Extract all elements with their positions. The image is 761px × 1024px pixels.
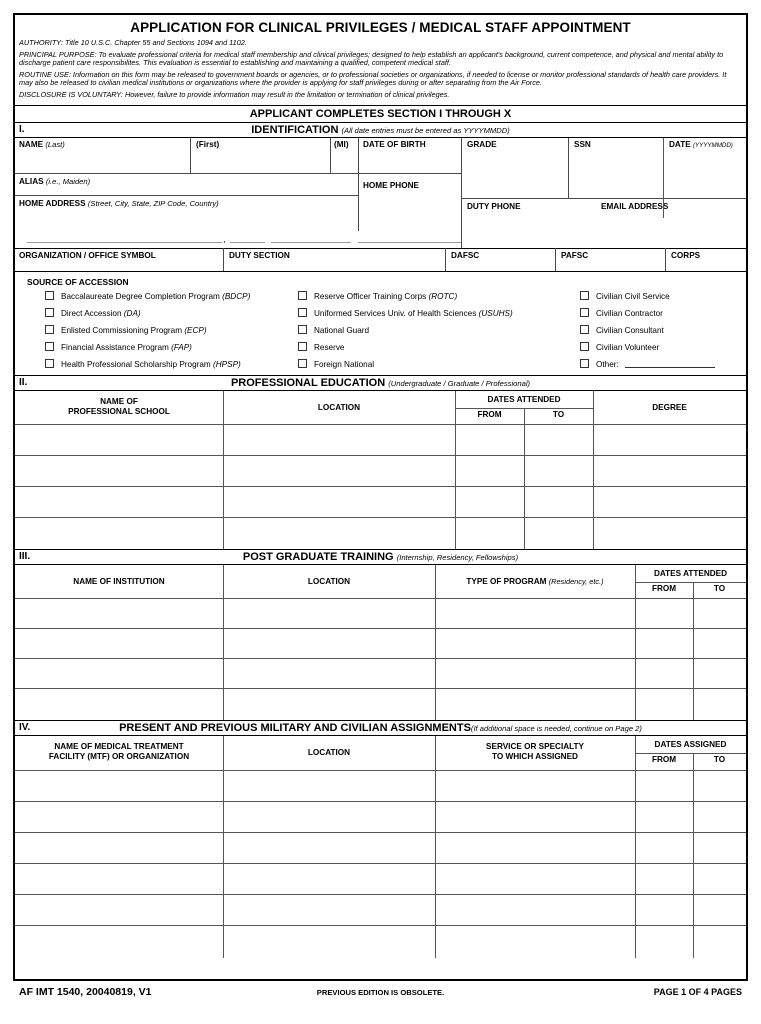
asg-row-line-2 xyxy=(15,832,746,833)
accession-option-abbr: (BDCP) xyxy=(219,291,251,301)
accession-option-3-2[interactable] xyxy=(580,308,663,318)
checkbox-icon[interactable] xyxy=(580,359,589,368)
col-header-degree: DEGREE xyxy=(652,402,687,412)
accession-option-1-1[interactable] xyxy=(45,291,250,301)
col-header-service-specialty: SERVICE OR SPECIALTY TO WHICH ASSIGNED xyxy=(486,741,584,761)
checkbox-icon[interactable] xyxy=(45,291,54,300)
section-ii-title: PROFESSIONAL EDUCATION (Undergraduate / Graduate / Professional) xyxy=(230,376,531,389)
asg-col-div-4 xyxy=(693,753,694,958)
col-header-program-type: TYPE OF PROGRAM (Residency, etc.) xyxy=(466,576,604,586)
checkbox-icon[interactable] xyxy=(298,291,307,300)
col-header-mtf: NAME OF MEDICAL TREATMENT FACILITY (MTF) OR ORGANIZATION xyxy=(48,741,190,761)
accession-option-1-5[interactable] xyxy=(45,359,241,369)
section-i-subtitle: (All date entries must be entered as YYYYMMDD) xyxy=(341,125,510,135)
address-guide-line-2 xyxy=(230,242,265,243)
section-ii-subtitle: (Undergraduate / Graduate / Professional) xyxy=(388,378,531,388)
address-comma: , xyxy=(223,233,226,244)
section-i-title: IDENTIFICATION (All date entries must be entered as YYYYMMDD) xyxy=(251,123,510,136)
row-line-1 xyxy=(15,455,746,456)
accession-option-label: Direct Accession xyxy=(61,308,122,318)
page-number: PAGE 1 OF 4 PAGES xyxy=(653,987,742,997)
section-i-number: I. xyxy=(19,123,25,135)
field-organization[interactable]: ORGANIZATION / OFFICE SYMBOL xyxy=(19,250,156,260)
section-iv-number: IV. xyxy=(19,721,31,733)
pg-col-div-2 xyxy=(435,565,436,720)
col-header-location: LOCATION xyxy=(317,402,361,412)
section-iii-header xyxy=(15,550,746,565)
other-accession-input[interactable] xyxy=(625,359,715,368)
field-pafsc[interactable]: PAFSC xyxy=(555,248,665,271)
identification-grid xyxy=(15,138,746,272)
accession-option-label: Baccalaureate Degree Completion Program xyxy=(61,291,220,301)
field-name-last[interactable]: NAME (Last) xyxy=(19,139,65,149)
checkbox-icon[interactable] xyxy=(580,291,589,300)
col-div-1 xyxy=(223,391,224,549)
checkbox-icon[interactable] xyxy=(45,359,54,368)
form-footer xyxy=(13,984,748,1006)
section-iv-header xyxy=(15,721,746,736)
accession-option-label: Reserve Officer Training Corps xyxy=(314,291,427,301)
pg-row-line-1 xyxy=(15,628,746,629)
accession-option-2-1[interactable] xyxy=(298,291,457,301)
section-iv-title: PRESENT AND PREVIOUS MILITARY AND CIVILIAN ASSIGNMENTS(If additional space is needed, continue on Page 2) xyxy=(119,721,642,734)
accession-option-1-4[interactable] xyxy=(45,342,192,352)
field-email-address[interactable]: EMAIL ADDRESS xyxy=(591,198,746,248)
pg-row-line-3 xyxy=(15,688,746,689)
checkbox-icon[interactable] xyxy=(298,359,307,368)
field-home-address[interactable]: HOME ADDRESS (Street, City, State, ZIP Code, Country) xyxy=(15,195,358,248)
field-duty-phone[interactable]: DUTY PHONE xyxy=(461,198,591,248)
accession-option-2-3[interactable] xyxy=(298,325,369,335)
accession-option-abbr: (ECP) xyxy=(182,325,207,335)
asg-row-line-5 xyxy=(15,925,746,926)
address-guide-line-4 xyxy=(358,242,461,243)
form-border xyxy=(13,13,748,981)
authority-text: AUTHORITY: Title 10 U.S.C. Chapter 55 and Sections 1094 and 1102. xyxy=(19,38,247,47)
section-iii-subtitle: (Internship, Residency, Fellowships) xyxy=(396,552,519,562)
col-div-4 xyxy=(593,391,594,549)
col-header-to: TO xyxy=(552,409,565,419)
field-corps[interactable]: CORPS xyxy=(665,248,746,271)
assignments-table xyxy=(15,736,746,958)
col-header-school: NAME OF PROFESSIONAL SCHOOL xyxy=(68,396,170,416)
col-header-pg-to: TO xyxy=(713,583,726,593)
asg-row-line-1 xyxy=(15,801,746,802)
accession-option-abbr: (FAP) xyxy=(168,342,192,352)
checkbox-icon[interactable] xyxy=(580,342,589,351)
field-ssn[interactable]: SSN xyxy=(568,138,663,198)
accession-option-label: Health Professional Scholarship Program xyxy=(61,359,211,369)
checkbox-icon[interactable] xyxy=(45,308,54,317)
date-cell-divider xyxy=(663,138,664,218)
col-header-dates-attended: DATES ATTENDED xyxy=(487,394,561,404)
col-header-pg-from: FROM xyxy=(651,583,677,593)
field-duty-section[interactable]: DUTY SECTION xyxy=(223,248,445,271)
pg-dates-underline xyxy=(635,582,746,583)
checkbox-icon[interactable] xyxy=(580,308,589,317)
field-home-phone[interactable]: HOME PHONE xyxy=(358,173,461,231)
field-date[interactable]: DATE (YYYYMMDD) xyxy=(663,138,746,218)
asg-header-bottom-line xyxy=(15,770,746,771)
pg-col-div-1 xyxy=(223,565,224,720)
accession-option-label: Civilian Consultant xyxy=(596,325,664,335)
field-dafsc[interactable]: DAFSC xyxy=(445,248,555,271)
accession-option-label: Foreign National xyxy=(314,359,375,369)
row-line-2 xyxy=(15,486,746,487)
accession-option-label: Other: xyxy=(596,359,619,369)
checkbox-icon[interactable] xyxy=(580,325,589,334)
asg-row-line-3 xyxy=(15,863,746,864)
section-iii-number: III. xyxy=(19,550,31,562)
accession-option-1-2[interactable] xyxy=(45,308,141,318)
col-header-dates-assigned: DATES ASSIGNED xyxy=(654,739,727,749)
principal-purpose-text: PRINCIPAL PURPOSE: To evaluate professional criteria for medical staff membership and clinical privileges; designed to help establish an applicant's background, current competence, and physical and mental ability to discharge patient care responsibilites. This evaluation is essential to establishing and maintaining a qualified, competent medical staff. xyxy=(19,49,724,68)
professional-education-table xyxy=(15,391,746,550)
col-div-3 xyxy=(524,408,525,549)
accession-option-label: Financial Assistance Program xyxy=(61,342,169,352)
field-name-mi[interactable]: (MI) xyxy=(330,138,358,173)
col-header-asg-location: LOCATION xyxy=(307,747,351,757)
pg-row-line-2 xyxy=(15,658,746,659)
form-title: APPLICATION FOR CLINICAL PRIVILEGES / MEDICAL STAFF APPOINTMENT xyxy=(130,20,631,35)
asg-dates-underline xyxy=(635,753,746,754)
col-header-asg-to: TO xyxy=(713,754,726,764)
asg-col-div-3 xyxy=(635,736,636,958)
pg-header-bottom-line xyxy=(15,598,746,599)
post-graduate-training-table xyxy=(15,565,746,721)
accession-option-label: Civilian Volunteer xyxy=(596,342,660,352)
col-header-pg-dates: DATES ATTENDED xyxy=(653,568,728,578)
row-line-3 xyxy=(15,517,746,518)
pg-col-div-4 xyxy=(693,582,694,720)
checkbox-icon[interactable] xyxy=(298,308,307,317)
accession-option-2-2[interactable] xyxy=(298,308,513,318)
address-guide-line-3 xyxy=(271,242,351,243)
accession-option-3-4[interactable] xyxy=(580,342,659,352)
accession-option-abbr: (ROTC) xyxy=(426,291,458,301)
accession-option-label: National Guard xyxy=(314,325,370,335)
accession-title: SOURCE OF ACCESSION xyxy=(27,276,129,287)
col-div-2 xyxy=(455,391,456,549)
accession-option-1-3[interactable] xyxy=(45,325,207,335)
accession-option-abbr: (HPSP) xyxy=(210,359,241,369)
accession-option-label: Enlisted Commissioning Program xyxy=(61,325,183,335)
accession-option-label: Civilian Civil Service xyxy=(596,291,670,301)
accession-option-2-4[interactable] xyxy=(298,342,345,352)
checkbox-icon[interactable] xyxy=(45,342,54,351)
field-name-first[interactable]: (First) xyxy=(190,138,330,173)
accession-option-abbr: (DA) xyxy=(121,308,141,318)
previous-edition-note: PREVIOUS EDITION IS OBSOLETE. xyxy=(316,988,445,997)
routine-use-text: ROUTINE USE: Information on this form may be released to government boards or agencies, or to professional societies or organizations, if needed to license or monitor professional standards of health care providers. It may also be released to civilian medical institutions or organizations where the provider is applying for staff privileges during or after separating from the Air Force. xyxy=(19,69,727,88)
asg-row-line-4 xyxy=(15,894,746,895)
checkbox-icon[interactable] xyxy=(45,325,54,334)
accession-option-3-5[interactable] xyxy=(580,359,715,369)
accession-option-label: Reserve xyxy=(314,342,345,352)
source-of-accession-block xyxy=(15,272,746,376)
field-date-of-birth[interactable]: DATE OF BIRTH xyxy=(358,138,461,173)
address-guide-line-1 xyxy=(27,242,222,243)
privacy-act-statement xyxy=(15,39,746,105)
field-grade[interactable]: GRADE xyxy=(461,138,568,198)
section-iii-title: POST GRADUATE TRAINING (Internship, Residency, Fellowships) xyxy=(242,550,519,563)
accession-option-3-1[interactable] xyxy=(580,291,670,301)
applicant-instruction-bar: APPLICANT COMPLETES SECTION I THROUGH X xyxy=(15,105,746,123)
col-header-from: FROM xyxy=(477,409,502,419)
header-bottom-line xyxy=(15,424,746,425)
asg-col-div-2 xyxy=(435,736,436,958)
form-identifier: AF IMT 1540, 20040819, V1 xyxy=(19,986,152,998)
checkbox-icon[interactable] xyxy=(298,325,307,334)
accession-option-label: Uniformed Services Univ. of Health Sciences xyxy=(314,308,477,318)
col-header-pg-location: LOCATION xyxy=(307,576,351,586)
accession-option-2-5[interactable] xyxy=(298,359,374,369)
asg-col-div-1 xyxy=(223,736,224,958)
pg-col-div-3 xyxy=(635,565,636,720)
col-header-institution: NAME OF INSTITUTION xyxy=(73,576,165,586)
col-header-asg-from: FROM xyxy=(651,754,677,764)
checkbox-icon[interactable] xyxy=(298,342,307,351)
accession-option-label: Civilian Contractor xyxy=(596,308,663,318)
accession-option-3-3[interactable] xyxy=(580,325,664,335)
section-i-header xyxy=(15,123,746,138)
accession-option-abbr: (USUHS) xyxy=(476,308,513,318)
section-ii-number: II. xyxy=(19,376,28,388)
section-iv-subtitle: (If additional space is needed, continue on Page 2) xyxy=(470,723,642,733)
section-ii-header xyxy=(15,376,746,391)
disclosure-text: DISCLOSURE IS VOLUNTARY: However, failure to provide information may result in the limitation or termination of clinical privileges. xyxy=(19,89,450,99)
field-alias[interactable]: ALIAS (i.e., Maiden) xyxy=(15,173,358,195)
